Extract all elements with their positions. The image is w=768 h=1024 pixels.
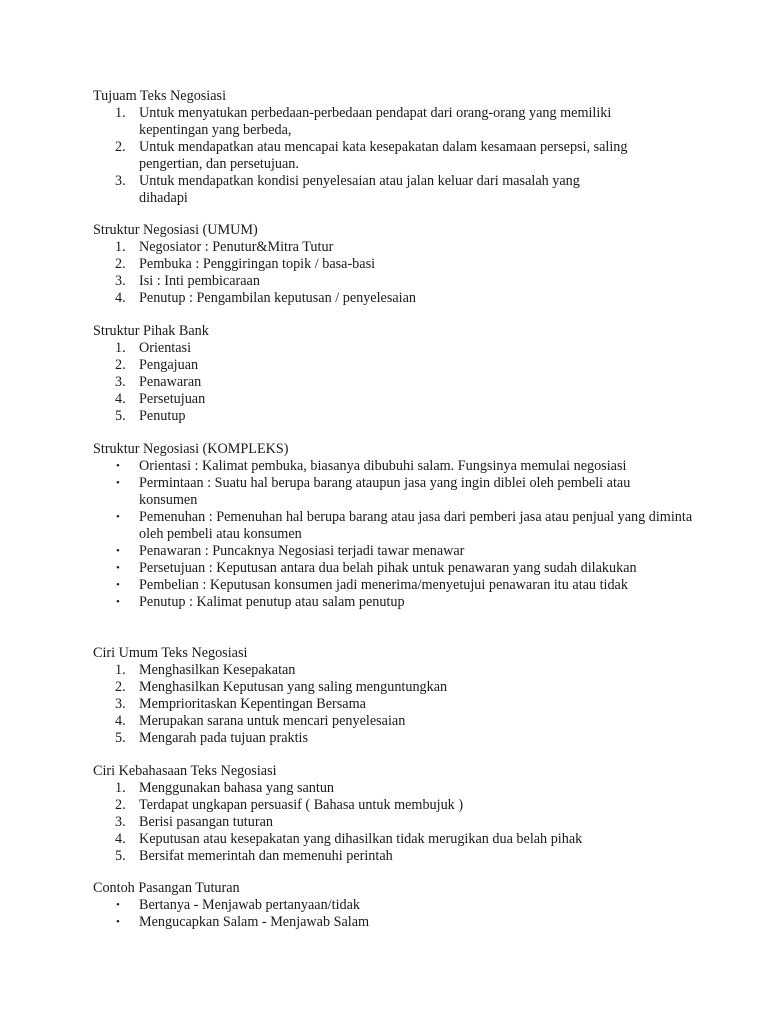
list-item-text: Penawaran xyxy=(139,374,202,390)
list-item: 5. Bersifat memerintah dan memenuhi perintah xyxy=(93,848,693,865)
list-item xyxy=(93,543,739,560)
section-heading: Ciri Kebahasaan Teks Negosiasi xyxy=(93,763,277,779)
list-item xyxy=(93,458,739,475)
list-item-text: Penawaran : Puncaknya Negosiasi terjadi tawar menawar xyxy=(139,543,465,559)
numbered-list xyxy=(93,340,693,425)
bullet-icon: • xyxy=(116,477,120,489)
numbered-list xyxy=(93,239,693,307)
list-item: 1. Orientasi xyxy=(93,340,693,357)
list-item: 1. Untuk menyatukan perbedaan-perbedaan pendapat dari orang-orang yang memiliki kepentingan yang berbeda, xyxy=(93,105,679,139)
list-item-text: Orientasi xyxy=(139,340,192,356)
bullet-icon: • xyxy=(116,579,120,591)
list-item: 4. Penutup : Pengambilan keputusan / penyelesaian xyxy=(93,290,693,307)
list-item-text: Untuk menyatukan perbedaan-perbedaan pendapat dari orang-orang yang memiliki kepentingan yang berbeda, xyxy=(139,105,612,138)
list-item-text: Negosiator : Penutur&Mitra Tutur xyxy=(139,239,334,255)
list-item-text: Orientasi : Kalimat pembuka, biasanya dibubuhi salam. Fungsinya memulai negosiasi xyxy=(139,458,627,474)
section-heading: Ciri Umum Teks Negosiasi xyxy=(93,645,248,661)
list-item xyxy=(93,577,759,594)
list-item-text: Untuk mendapatkan kondisi penyelesaian atau jalan keluar dari masalah yang dihadapi xyxy=(139,173,580,206)
list-item: 2. Pembuka : Penggiringan topik / basa-basi xyxy=(93,256,693,273)
list-item: 3. Isi : Inti pembicaraan xyxy=(93,273,693,290)
list-item-text: Untuk mendapatkan atau mencapai kata kesepakatan dalam kesamaan persepsi, saling pengertian, dan persetujuan. xyxy=(139,139,628,172)
list-item: 2. Terdapat ungkapan persuasif ( Bahasa untuk membujuk ) xyxy=(93,797,693,814)
list-item xyxy=(93,897,693,914)
numbered-list xyxy=(93,780,693,865)
list-item: 5. Penutup xyxy=(93,408,693,425)
section-heading: Contoh Pasangan Tuturan xyxy=(93,880,240,896)
section-contoh-pasangan-tuturan xyxy=(93,880,693,931)
list-item-text: Mengarah pada tujuan praktis xyxy=(139,730,309,746)
list-item-text: Terdapat ungkapan persuasif ( Bahasa untuk membujuk ) xyxy=(139,797,464,813)
section-ciri-umum xyxy=(93,645,693,747)
list-item-text: Mengucapkan Salam - Menjawab Salam xyxy=(139,914,370,930)
list-item-text: Merupakan sarana untuk mencari penyelesaian xyxy=(139,713,406,729)
bullet-icon: • xyxy=(116,460,120,472)
list-item-text: Penutup xyxy=(139,408,186,424)
list-item: 1. Menggunakan bahasa yang santun xyxy=(93,780,693,797)
list-item: 4. Keputusan atau kesepakatan yang dihasilkan tidak merugikan dua belah pihak xyxy=(93,831,693,848)
list-item: 3. Untuk mendapatkan kondisi penyelesaian atau jalan keluar dari masalah yang dihadapi xyxy=(93,173,629,207)
list-item-text: Isi : Inti pembicaraan xyxy=(139,273,260,289)
list-item xyxy=(93,475,659,509)
bullet-icon: • xyxy=(116,899,120,911)
list-item: 3. Berisi pasangan tuturan xyxy=(93,814,693,831)
list-item-text: Persetujuan : Keputusan antara dua belah pihak untuk penawaran yang sudah dilakukan xyxy=(139,560,637,576)
section-ciri-kebahasaan xyxy=(93,763,693,865)
section-struktur-umum xyxy=(93,222,693,307)
section-struktur-kompleks xyxy=(93,441,693,611)
bullet-list xyxy=(93,897,693,931)
section-tujuan xyxy=(93,88,693,207)
list-item-text: Pembelian : Keputusan konsumen jadi menerima/menyetujui penawaran itu atau tidak xyxy=(139,577,628,593)
list-item: 2. Menghasilkan Keputusan yang saling menguntungkan xyxy=(93,679,693,696)
list-item xyxy=(93,509,709,543)
list-item: 4. Persetujuan xyxy=(93,391,693,408)
numbered-list xyxy=(93,662,693,747)
list-item-text: Menghasilkan Kesepakatan xyxy=(139,662,296,678)
list-item-text: Bersifat memerintah dan memenuhi perintah xyxy=(139,848,393,864)
list-item: 2. Untuk mendapatkan atau mencapai kata kesepakatan dalam kesamaan persepsi, saling pengertian, dan persetujuan. xyxy=(93,139,679,173)
list-item: 2. Pengajuan xyxy=(93,357,693,374)
list-item: 4. Merupakan sarana untuk mencari penyelesaian xyxy=(93,713,693,730)
section-heading: Struktur Negosiasi (UMUM) xyxy=(93,222,258,238)
bullet-icon: • xyxy=(116,511,120,523)
bullet-list xyxy=(93,458,693,611)
bullet-icon: • xyxy=(116,562,120,574)
list-item xyxy=(93,594,739,611)
list-item-text: Penutup : Kalimat penutup atau salam penutup xyxy=(139,594,405,610)
section-heading: Struktur Negosiasi (KOMPLEKS) xyxy=(93,441,289,457)
list-item-text: Menggunakan bahasa yang santun xyxy=(139,780,335,796)
list-item-text: Pemenuhan : Pemenuhan hal berupa barang atau jasa dari pemberi jasa atau penjual yang diminta oleh pembeli atau konsumen xyxy=(139,509,693,542)
list-item: 5. Mengarah pada tujuan praktis xyxy=(93,730,693,747)
section-heading: Tujuam Teks Negosiasi xyxy=(93,88,227,104)
list-item-text: Bertanya - Menjawab pertanyaan/tidak xyxy=(139,897,360,913)
list-item-text: Persetujuan xyxy=(139,391,206,407)
numbered-list xyxy=(93,105,693,207)
list-item: 3. Memprioritaskan Kepentingan Bersama xyxy=(93,696,693,713)
bullet-icon: • xyxy=(116,916,120,928)
list-item xyxy=(93,914,693,931)
list-item-text: Menghasilkan Keputusan yang saling menguntungkan xyxy=(139,679,448,695)
list-item xyxy=(93,560,679,577)
list-item-text: Penutup : Pengambilan keputusan / penyelesaian xyxy=(139,290,416,306)
list-item-text: Pembuka : Penggiringan topik / basa-basi xyxy=(139,256,376,272)
bullet-icon: • xyxy=(116,545,120,557)
list-item-text: Berisi pasangan tuturan xyxy=(139,814,273,830)
list-item: 1. Negosiator : Penutur&Mitra Tutur xyxy=(93,239,693,256)
list-item: 1. Menghasilkan Kesepakatan xyxy=(93,662,693,679)
list-item-text: Memprioritaskan Kepentingan Bersama xyxy=(139,696,366,712)
list-item-text: Keputusan atau kesepakatan yang dihasilkan tidak merugikan dua belah pihak xyxy=(139,831,583,847)
section-heading: Struktur Pihak Bank xyxy=(93,323,209,339)
list-item-text: Permintaan : Suatu hal berupa barang ataupun jasa yang ingin diblei oleh pembeli atau konsumen xyxy=(139,475,631,508)
list-item-text: Pengajuan xyxy=(139,357,199,373)
section-struktur-bank xyxy=(93,323,693,425)
bullet-icon: • xyxy=(116,596,120,608)
list-item: 3. Penawaran xyxy=(93,374,693,391)
